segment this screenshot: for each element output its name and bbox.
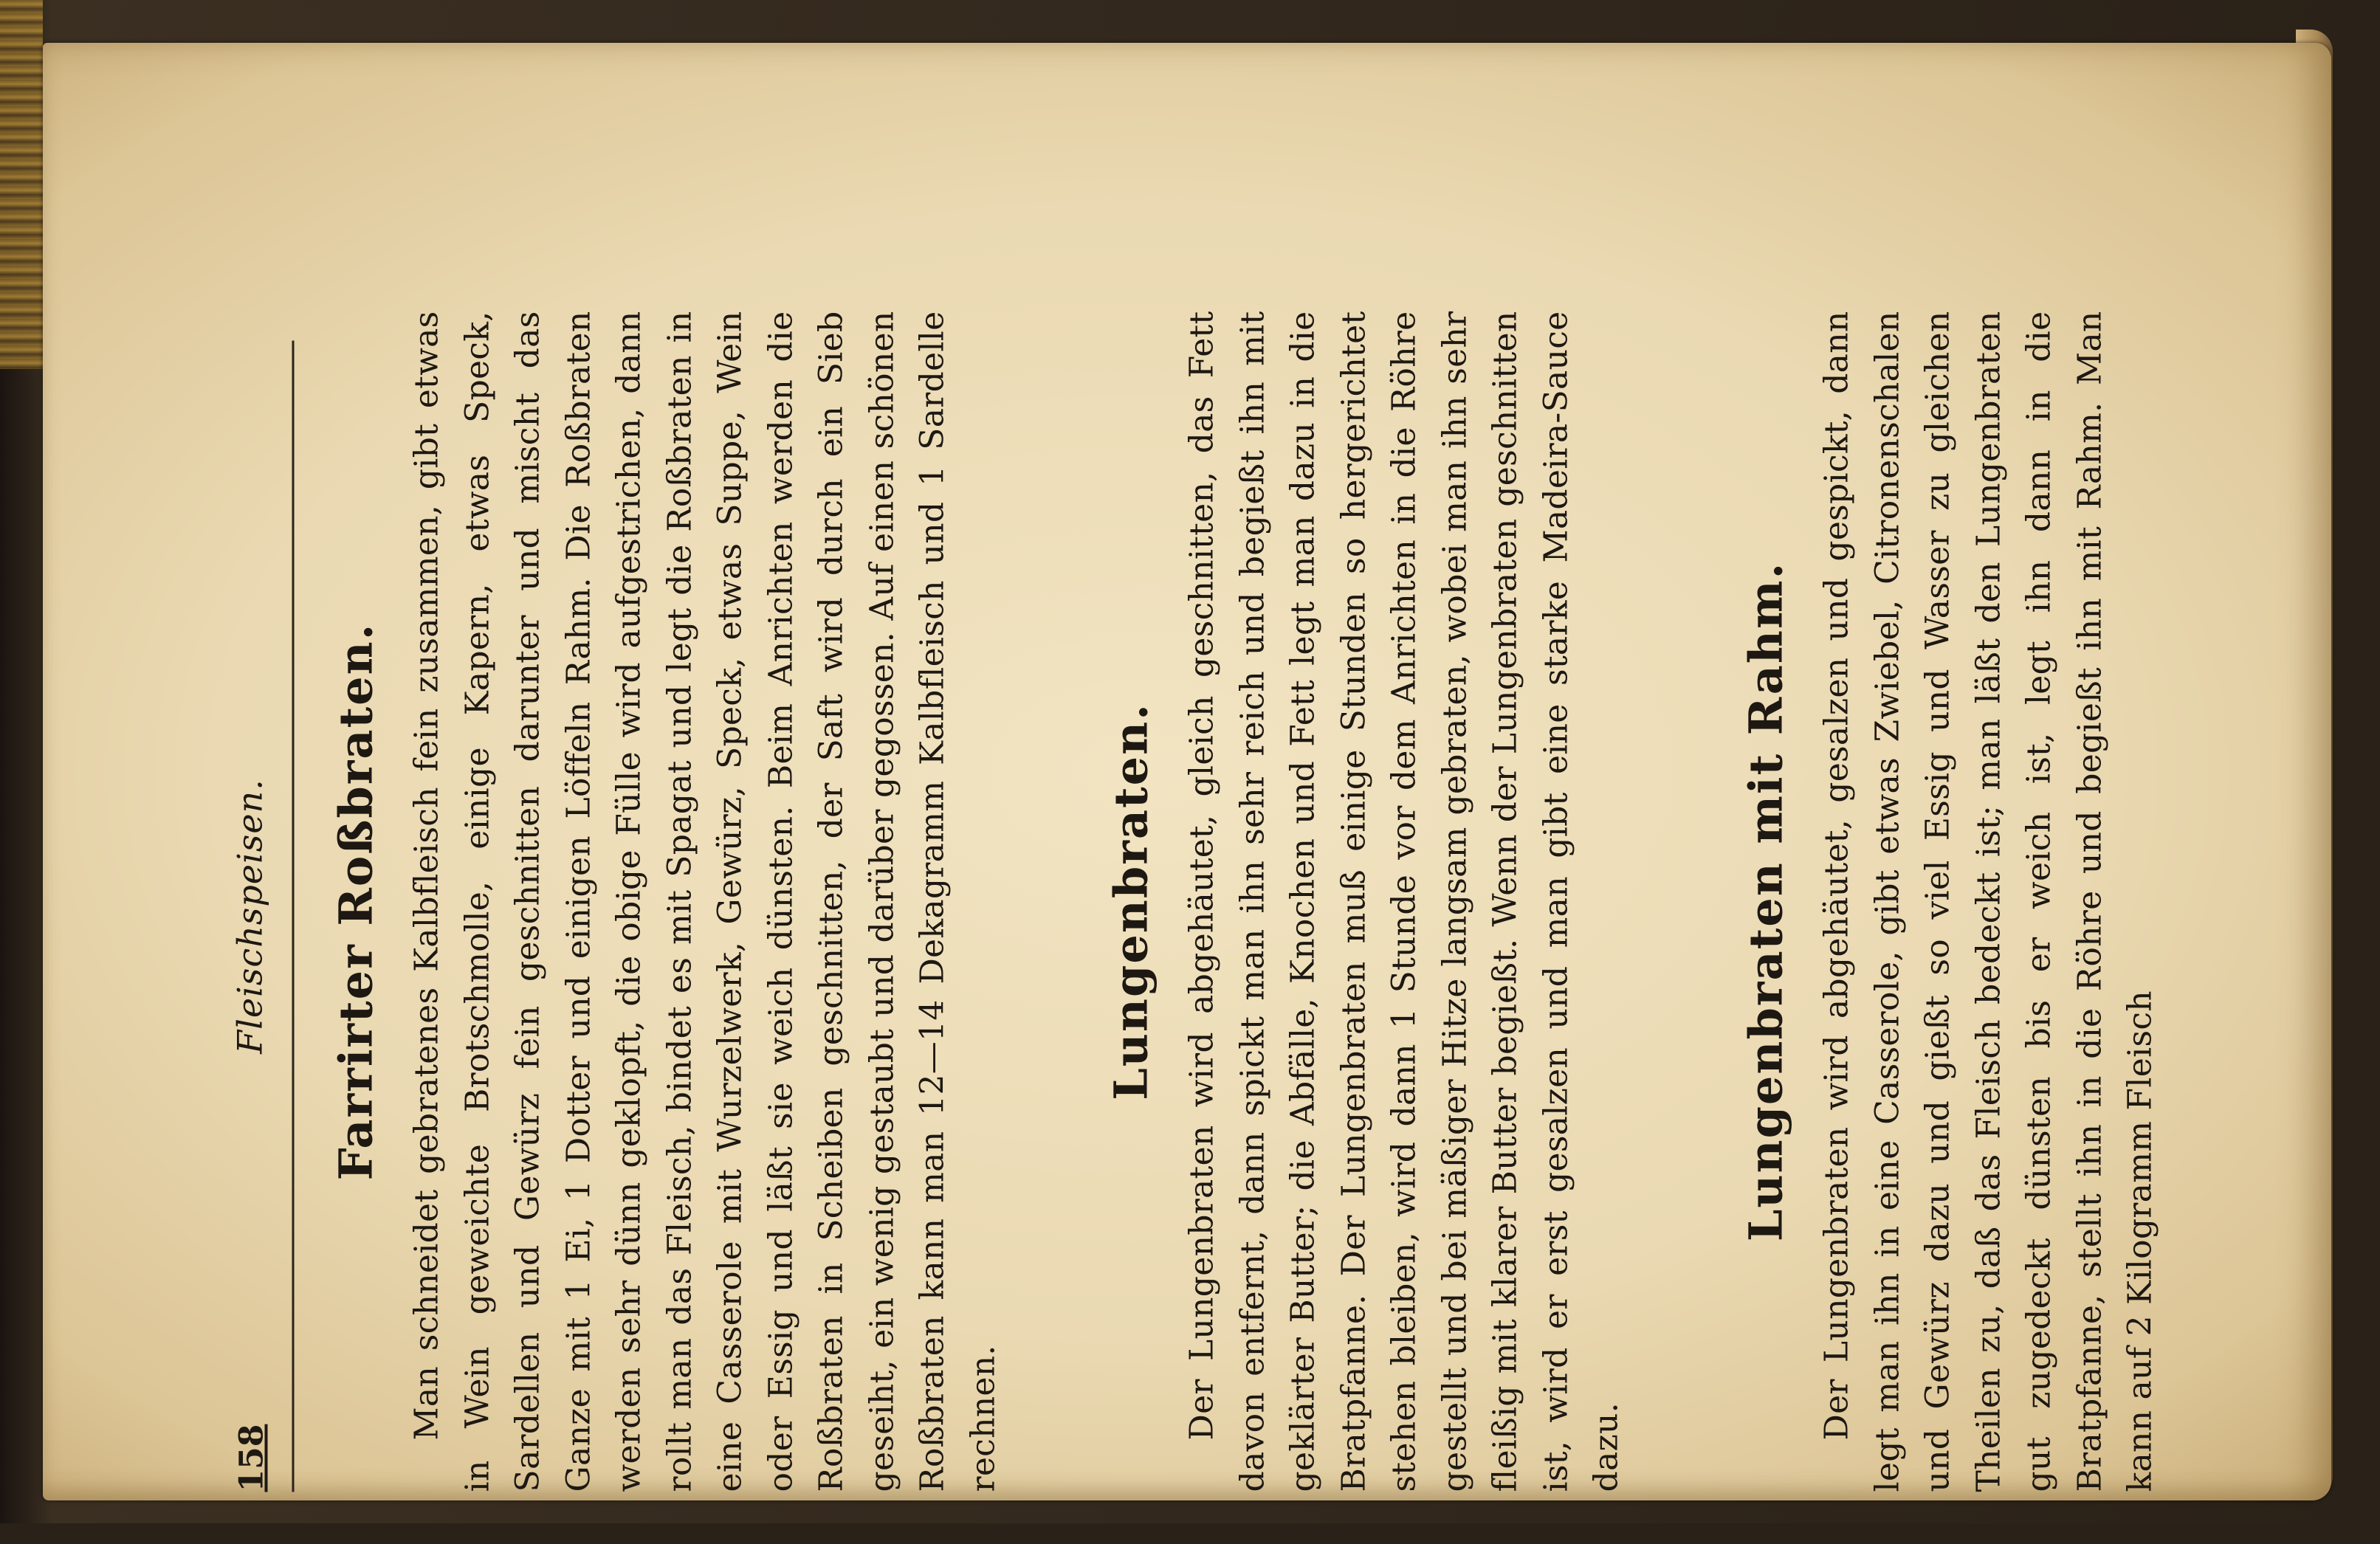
- recipe-heading: Farrirter Roßbraten.: [329, 622, 383, 1181]
- recipe-heading: Lungenbraten mit Rahm.: [1738, 561, 1793, 1242]
- book-edge: [0, 0, 43, 369]
- recipe-section: [1739, 311, 2167, 1492]
- recipe-text: Man schneidet gebratenes Kalbfleisch fein zusammen, gibt etwas in Wein geweichte Brotschmolle, einige Kapern, etwas Speck, Sardellen und Gewürz fein geschnitten darunter und mischt das Ganze mit 1 Ei, 1 Dotter und einigen Löffeln Rahm. Die Roßbraten werden sehr dünn geklopft, die obige Fülle wird aufgestrichen, dann rollt man das Fleisch, bindet es mit Spagat und legt die Roßbraten in eine Casserole mit Wurzelwerk, Gewürz, Speck, etwas Suppe, Wein oder Essig und läßt sie weich dünsten. Beim Anrichten werden die Roßbraten in Scheiben geschnitten, der Saft wird durch ein Sieb geseiht, ein wenig gestaubt und darüber gegossen. Auf einen schönen Roßbraten kann man 12—14 Dekagramm Kalbfleisch und 1 Sardelle rechnen.: [407, 311, 1002, 1492]
- recipe-heading: Lungenbraten.: [1104, 703, 1158, 1100]
- recipe-text: Der Lungenbraten wird abgehäutet, gleich geschnitten, das Fett davon entfernt, dann spickt man ihn sehr reich und begießt ihn mit geklärter Butter; die Abfälle, Knochen und Fett legt man dazu in die Bratpfanne. Der Lungenbraten muß einige Stunden so hergerichtet stehen bleiben, wird dann 1 Stunde vor dem Anrichten in die Röhre gestellt und bei mäßiger Hitze langsam gebraten, wobei man ihn sehr fleißig mit klarer Butter begießt. Wenn der Lungenbraten geschnitten ist, wird er erst gesalzen und man gibt eine starke Madeira-Sauce dazu.: [1183, 311, 1626, 1492]
- recipe-section: [1104, 311, 1633, 1492]
- book-page: [43, 43, 2331, 1500]
- recipe-text: Der Lungenbraten wird abgehäutet, gesalzen und gespickt, dann legt man ihn in eine Casserole, gibt etwas Zwiebel, Citronenschalen und Gewürz dazu und gießt so viel Essig und Wasser zu gleichen Theilen zu, daß das Fleisch bedeckt ist; man läßt den Lungenbraten gut zugedeckt dünsten bis er weich ist, legt ihn dann in die Bratpfanne, stellt ihn in die Röhre und begießt ihn mit Rahm. Man kann auf 2 Kilogramm Fleisch: [1817, 311, 2159, 1492]
- recipe-section: [329, 311, 1009, 1492]
- page-header: [211, 341, 295, 1492]
- rotated-text-frame: [86, 86, 2374, 1544]
- running-head: Fleischspeisen.: [230, 779, 270, 1054]
- page-number: 158: [233, 1424, 271, 1492]
